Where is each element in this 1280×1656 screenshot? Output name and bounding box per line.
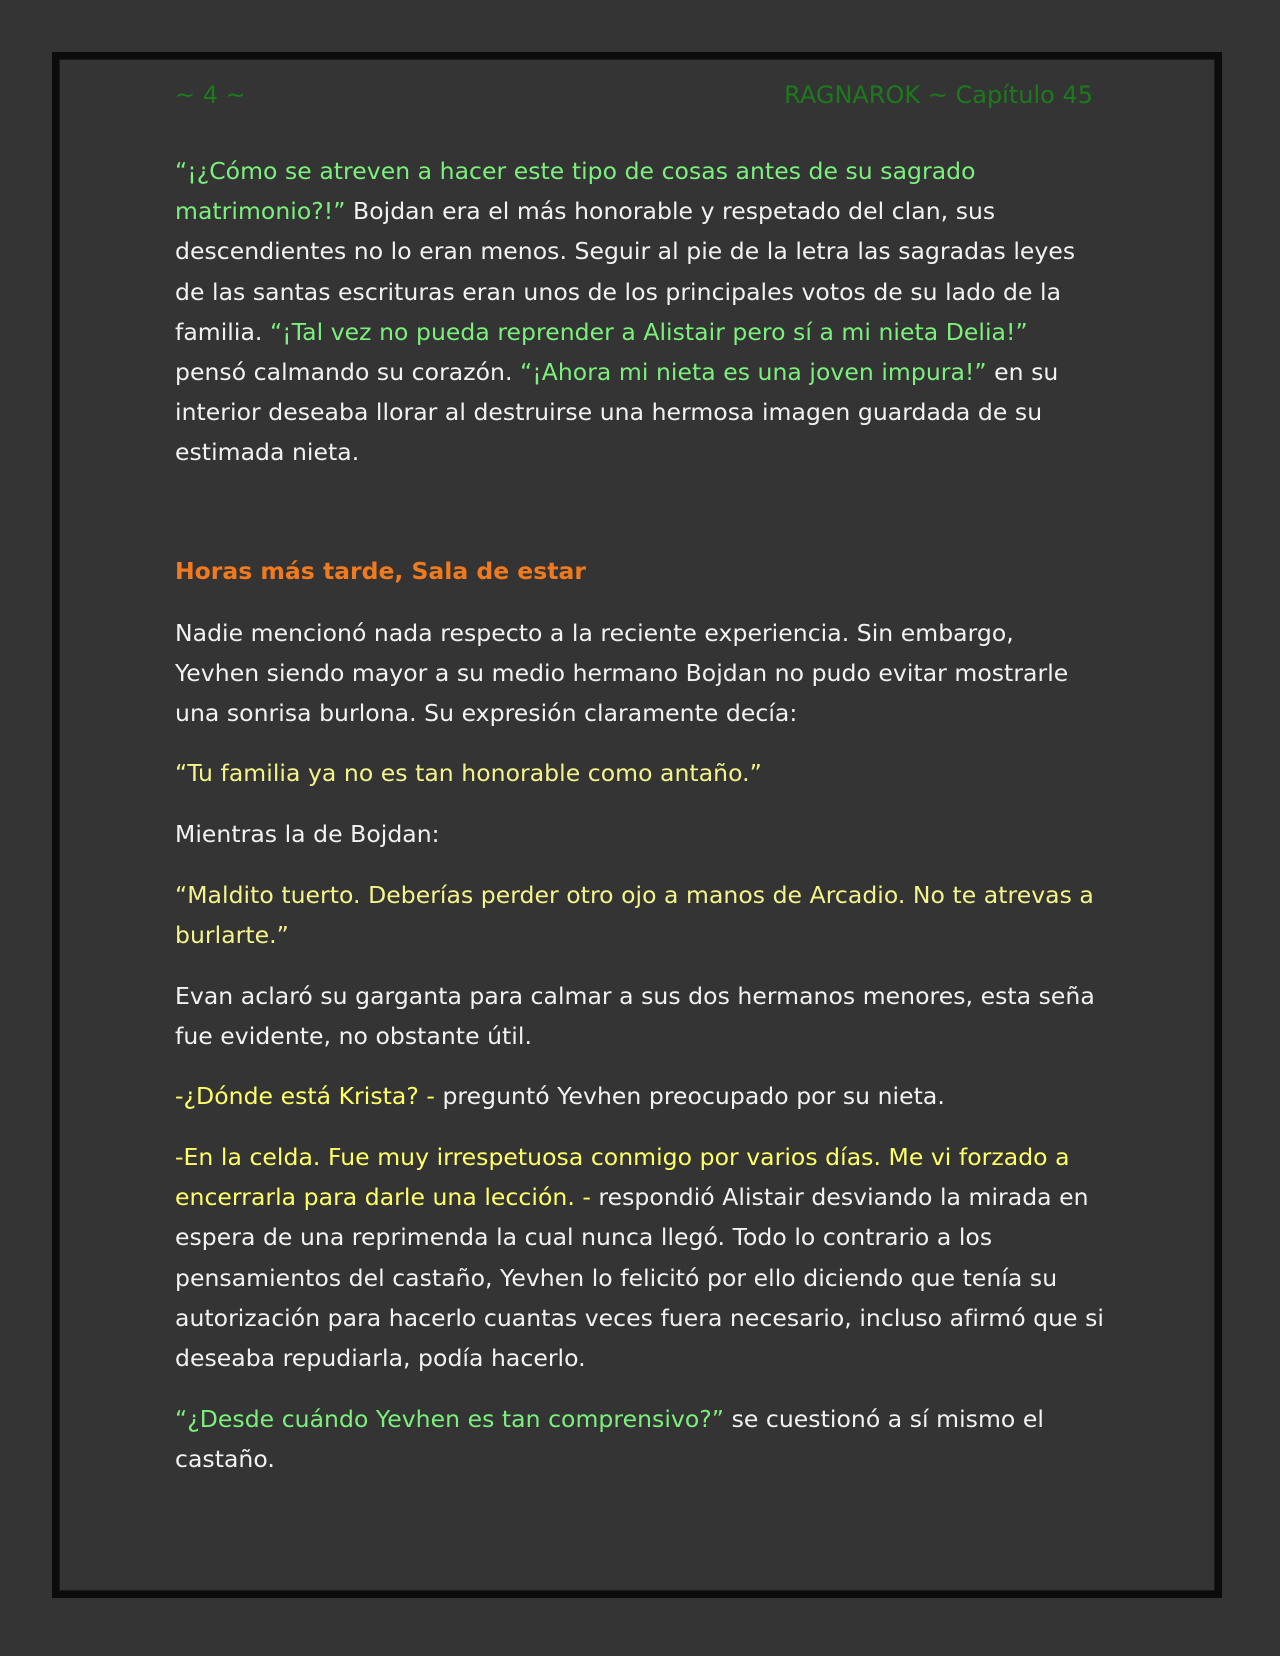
page-number: ~ 4 ~ <box>175 81 246 109</box>
body-text: preguntó Yevhen preocupado por su nieta. <box>434 1082 945 1110</box>
chapter-title: RAGNAROK ~ Capítulo 45 <box>784 81 1093 109</box>
paragraph-3: Mientras la de Bojdan: <box>175 820 440 848</box>
thought-text: “¡Ahora mi nieta es una joven impura!” <box>520 358 987 387</box>
paragraph-4: Evan aclaró su garganta para calmar a sus dos hermanos menores, esta seña fue evidente, no obstante útil. <box>175 982 1095 1051</box>
body-text: Bojdan era el más honorable y respetado del clan, sus descendientes no lo eran menos. Seguir al pie de la letra las sagradas leyes de las santas escrituras eran unos de los principales votos de su lado de la familia. <box>175 197 1076 346</box>
quote-bojdan: “Maldito tuerto. Deberías perder otro ojo a manos de Arcadio. No te atrevas a burlarte.” <box>175 881 1094 950</box>
paragraph-5 <box>175 1076 945 1116</box>
thought-text: “¡¿Cómo se atreven a hacer este tipo de cosas antes de su sagrado matrimonio?!” <box>175 157 976 226</box>
paragraph-2: Nadie mencionó nada respecto a la reciente experiencia. Sin embargo, Yevhen siendo mayor a su medio hermano Bojdan no pudo evitar mostrarle una sonrisa burlona. Su expresión claramente decía: <box>175 619 1069 728</box>
body-text: respondió Alistair desviando la mirada en espera de una reprimenda la cual nunca llegó. Todo lo contrario a los pensamientos del castaño, Yevhen lo felicitó por ello diciendo que tenía su autorización para hacerlo cuantas veces fuera necesario, incluso afirmó que si deseaba repudiarla, podía hacerlo. <box>175 1183 1104 1373</box>
quote-yevhen: “Tu familia ya no es tan honorable como antaño.” <box>175 759 762 787</box>
paragraph-1 <box>175 151 1105 473</box>
thought-text: “¡Tal vez no pueda reprender a Alistair pero sí a mi nieta Delia!” <box>269 317 1028 346</box>
paragraph-6 <box>175 1137 1105 1378</box>
body-text: se cuestionó a sí mismo el castaño. <box>175 1405 1044 1474</box>
speech-text: -¿Dónde está Krista? - <box>175 1082 435 1110</box>
body-text: pensó calmando su corazón. <box>175 358 521 387</box>
paragraph-7 <box>175 1399 1105 1479</box>
body-text: en su interior deseaba llorar al destruirse una hermosa imagen guardada de su estimada nieta. <box>175 358 1059 467</box>
section-title: Horas más tarde, Sala de estar <box>175 557 586 585</box>
page-header <box>175 81 1093 117</box>
speech-text: -En la celda. Fue muy irrespetuosa conmigo por varios días. Me vi forzado a encerrarla para darle una lección. - <box>175 1143 1070 1212</box>
section-heading <box>175 551 586 591</box>
thought-text: “¿Desde cuándo Yevhen es tan comprensivo?” <box>175 1405 725 1433</box>
page-frame <box>52 52 1222 1598</box>
